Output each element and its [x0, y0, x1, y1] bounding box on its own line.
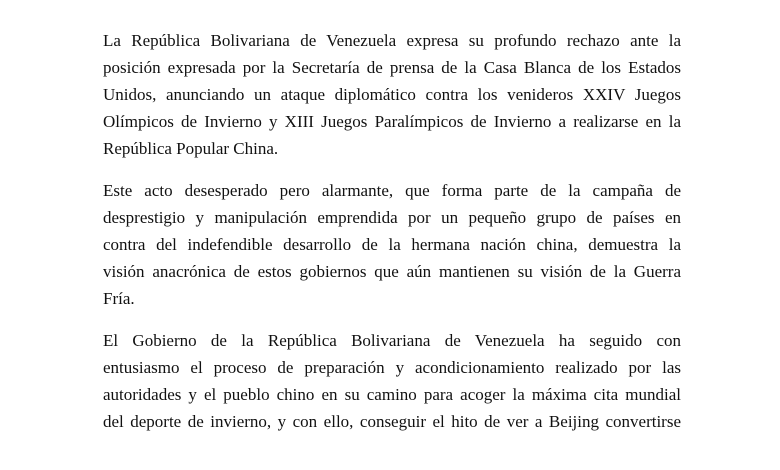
text-line: El Gobierno de la República Bolivariana de Venezuela ha seguido con: [103, 331, 681, 350]
text-line: visión anacrónica de estos gobiernos que aún mantienen su visión de la Guerra: [103, 262, 681, 281]
document-body: [103, 27, 681, 450]
paragraph-3: [103, 327, 681, 435]
text-line: República Popular China.: [103, 139, 279, 158]
text-line: desprestigio y manipulación emprendida por un pequeño grupo de países en: [103, 208, 681, 227]
text-line: entusiasmo el proceso de preparación y acondicionamiento realizado por las: [103, 358, 681, 377]
paragraph-2: [103, 177, 681, 312]
text-line: Olímpicos de Invierno y XIII Juegos Paralímpicos de Invierno a realizarse en la: [103, 112, 681, 131]
text-line: posición expresada por la Secretaría de prensa de la Casa Blanca de los Estados: [103, 58, 681, 77]
paragraph-1: [103, 27, 681, 162]
text-line: autoridades y el pueblo chino en su camino para acoger la máxima cita mundial: [103, 385, 681, 404]
text-line: La República Bolivariana de Venezuela expresa su profundo rechazo ante la: [103, 31, 681, 50]
text-line: Unidos, anunciando un ataque diplomático contra los venideros XXIV Juegos: [103, 85, 681, 104]
text-line: Este acto desesperado pero alarmante, que forma parte de la campaña de: [103, 181, 681, 200]
text-line: del deporte de invierno, y con ello, conseguir el hito de ver a Beijing convertirse: [103, 412, 681, 431]
text-line: contra del indefendible desarrollo de la hermana nación china, demuestra la: [103, 235, 681, 254]
text-line: Fría.: [103, 289, 135, 308]
